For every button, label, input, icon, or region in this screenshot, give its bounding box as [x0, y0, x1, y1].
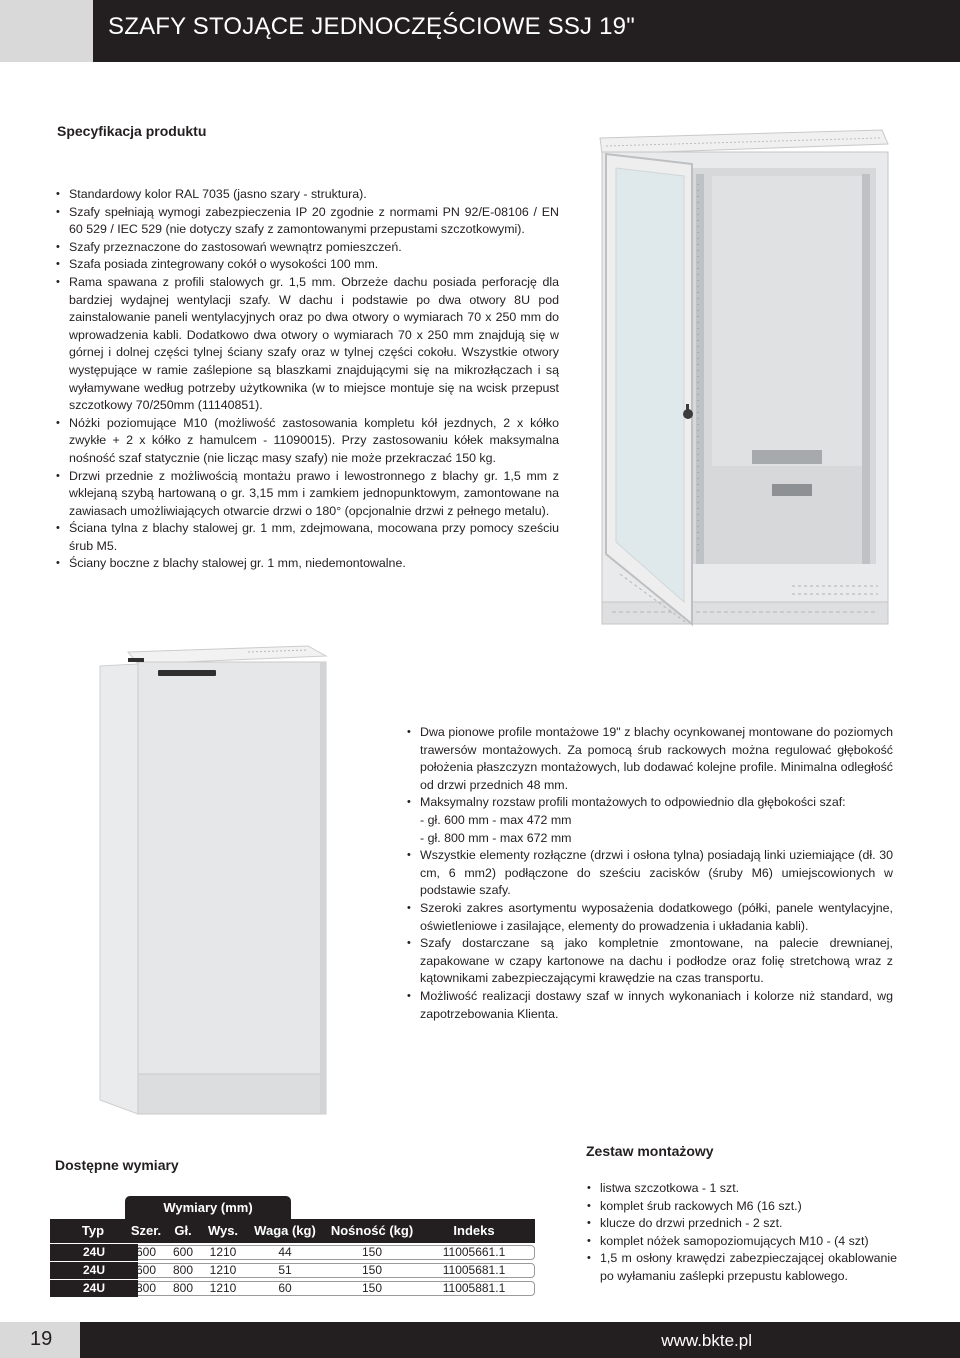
dimensions-heading: Dostępne wymiary: [55, 1157, 179, 1173]
spec-item: • Drzwi przednie z możliwością montażu prawo i lewostronnego z blachy gr. 1,5 mm z wklejaną szybą hartowaną o gr. 3,15 mm i zamkiem jednopunktowym, zamontowane na zawiasach umożliwiających otwarcie drzwi o 180° (opcjonalnie drzwi z pełnego metalu).: [56, 468, 559, 521]
cell-gl: 600: [172, 1245, 194, 1259]
spec-item: • Szafy spełniają wymogi zabezpieczenia IP 20 zgodnie z normami PN 92/E-08106 / EN 60 529 / IEC 529 (nie dotyczy szafy z zamontowanymi przepustami szczotkowymi).: [56, 204, 559, 239]
cell-wys: 1210: [209, 1281, 237, 1295]
kit-item: • listwa szczotkowa - 1 szt.: [587, 1180, 897, 1198]
table-header-row: [50, 1219, 535, 1243]
feature-item: • Dwa pionowe profile montażowe 19" z blachy ocynkowanej montowane do poziomych trawersów montażowych. Za pomocą śrub rackowych można regulować głębokość położenia płaszczyzn montażowych, lub dodawać kolejne profile. Minimalna odległość od drzwi przednich 48 mm.: [407, 724, 893, 794]
kit-item: • komplet nóżek samopoziomujących M10 - (4 szt): [587, 1233, 897, 1251]
spec-item: • Szafa posiada zintegrowany cokół o wysokości 100 mm.: [56, 256, 559, 274]
header-accent-block: [0, 0, 93, 62]
cell-szer: 600: [135, 1245, 157, 1259]
footer-accent-block: [0, 1322, 80, 1358]
cell-gl: 800: [172, 1263, 194, 1277]
page-number: 19: [30, 1328, 53, 1350]
spec-list: [56, 186, 559, 573]
website-link[interactable]: www.bkte.pl: [661, 1331, 752, 1350]
spec-item: • Ściana tylna z blachy stalowej gr. 1 mm, zdejmowana, mocowana przy pomocy sześciu śrub M5.: [56, 520, 559, 555]
spec-item: • Rama spawana z profili stalowych gr. 1,5 mm. Obrzeże dachu posiada perforację dla bardziej wydajnej wentylacji szafy. W dachu i podstawie po dwa otwory 8U pod zainstalowanie paneli wentylacyjnych oraz po dwa otwory o wymiarach 70 x 250 mm do wprowadzenia kabli. Dodatkowo dwa otwory o wymiarach 70 x 250 mm znajdują się w górnej i dolnej części tylnej ściany szafy oraz w tylnej części cokołu. Wszystkie otwory występujące w ramie zaślepione są blaszkami znajdującymi się na mikrozłączach i są wyłamywane według potrzeby użytkownika (w to miejsce montuje się na wcisk przepust szczotkowy 70/250mm (11140851).: [56, 274, 559, 415]
cell-waga: 51: [278, 1263, 292, 1277]
page-header: [0, 0, 960, 62]
kit-heading: Zestaw montażowy: [586, 1143, 714, 1159]
column-header: Indeks: [453, 1223, 495, 1238]
cell-gl: 800: [172, 1281, 194, 1295]
feature-item: • Szafy dostarczane są jako kompletnie zmontowane, na palecie drewnianej, zapakowane w czapy kartonowe na dachu i podłodze oraz folię stretchową wraz z kątownikami zabezpieczającymi krawędzie na czas transportu.: [407, 935, 893, 988]
column-header: Waga (kg): [254, 1223, 316, 1238]
cell-wys: 1210: [209, 1263, 237, 1277]
cell-indeks: 11005681.1: [442, 1263, 506, 1277]
cell-szer: 800: [135, 1281, 157, 1295]
feature-text: Maksymalny rozstaw profili montażowych to odpowiednio dla głębokości szaf:: [420, 795, 846, 810]
cell-nosnosc: 150: [361, 1281, 383, 1295]
cell-nosnosc: 150: [361, 1245, 383, 1259]
features-list: [407, 724, 893, 1023]
spec-item: • Standardowy kolor RAL 7035 (jasno szary - struktura).: [56, 186, 559, 204]
cabinet-closed-image: [98, 644, 334, 1122]
page-footer: [0, 1322, 960, 1358]
spec-item: • Nóżki poziomujące M10 (możliwość zastosowania kompletu kół jezdnych, 2 x kółko zwykłe + 2 x kółko z hamulcem - 11090015). Przy zastosowaniu kółek maksymalna nośność szaf statycznie (nie licząc masy szafy) nie może przekraczać 150 kg.: [56, 415, 559, 468]
spec-item: • Ściany boczne z blachy stalowej gr. 1 mm, niedemontowalne.: [56, 555, 559, 573]
feature-item: • Możliwość realizacji dostawy szaf w innych wykonaniach i kolorze niż standard, wg zapotrzebowania Klienta.: [407, 988, 893, 1023]
dimensions-group-header: Wymiary (mm): [125, 1196, 291, 1219]
cell-typ: 24U: [50, 1262, 138, 1279]
table-row: [50, 1262, 535, 1279]
table-row: [50, 1244, 535, 1261]
feature-subitem: - gł. 600 mm - max 472 mm: [420, 812, 572, 827]
feature-subitem: - gł. 800 mm - max 672 mm: [420, 830, 572, 845]
page-title: SZAFY STOJĄCE JEDNOCZĘŚCIOWE SSJ 19": [108, 13, 635, 40]
feature-item: • Szeroki zakres asortymentu wyposażenia dodatkowego (półki, panele wentylacyjne, oświetleniowe i zasilające, elementy do prowadzenia i układania kabli).: [407, 900, 893, 935]
cell-indeks: 11005881.1: [442, 1281, 506, 1295]
kit-item: • 1,5 m osłony krawędzi zabezpieczającej okablowanie po wyłamaniu zaślepki przepustu kablowego.: [587, 1250, 897, 1285]
column-header: Szer.: [130, 1223, 162, 1238]
column-header: Wys.: [207, 1223, 239, 1238]
cell-szer: 600: [135, 1263, 157, 1277]
cell-waga: 60: [278, 1281, 292, 1295]
cell-indeks: 11005661.1: [442, 1245, 506, 1259]
cell-typ: 24U: [50, 1280, 138, 1297]
cell-waga: 44: [278, 1245, 292, 1259]
cell-typ: 24U: [50, 1244, 138, 1261]
feature-item: [407, 794, 893, 847]
cell-nosnosc: 150: [361, 1263, 383, 1277]
cabinet-open-door-image: [592, 124, 890, 632]
kit-list: [587, 1180, 897, 1286]
spec-item: • Szafy przeznaczone do zastosowań wewnątrz pomieszczeń.: [56, 239, 559, 257]
kit-item: • komplet śrub rackowych M6 (16 szt.): [587, 1198, 897, 1216]
column-header: Gł.: [174, 1223, 192, 1238]
cell-wys: 1210: [209, 1245, 237, 1259]
column-header: Typ: [81, 1223, 105, 1238]
column-header: Nośność (kg): [330, 1223, 414, 1238]
footer-bar: [80, 1322, 960, 1358]
table-row: [50, 1280, 535, 1297]
kit-item: • klucze do drzwi przednich - 2 szt.: [587, 1215, 897, 1233]
feature-item: • Wszystkie elementy rozłączne (drzwi i osłona tylna) posiadają linki uziemiające (dł. 30 cm, 6 mm2) podłączone do sześciu zacisków (śruby M6) umiejscowionych w podstawie szafy.: [407, 847, 893, 900]
spec-heading: Specyfikacja produktu: [57, 123, 207, 139]
